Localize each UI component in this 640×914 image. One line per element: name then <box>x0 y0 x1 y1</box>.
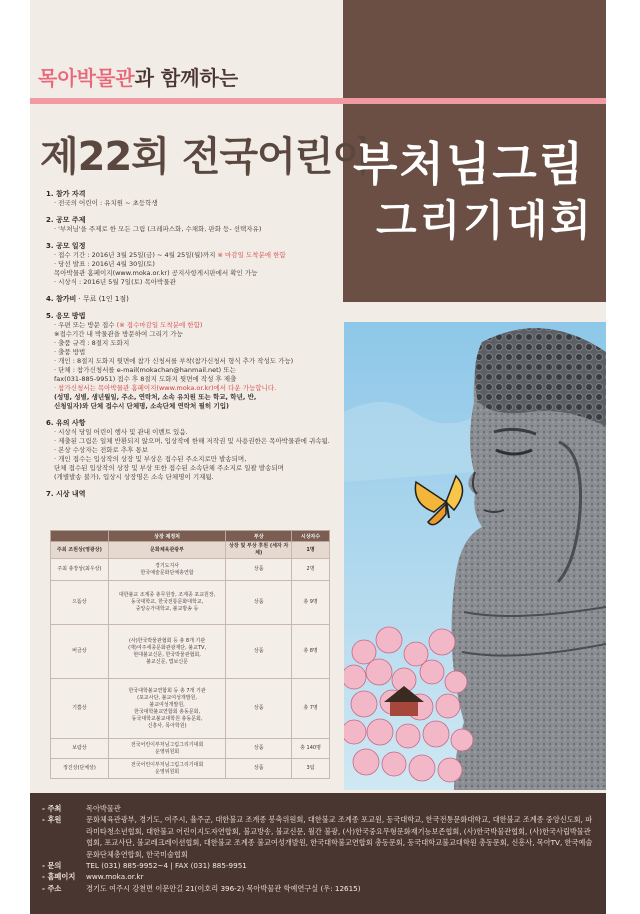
section-line: · '부처님'을 주제로 한 모든 그림 (크레파스화, 수채화, 판화 등- 선택자유) <box>54 225 262 233</box>
footer-row-homepage <box>42 871 596 882</box>
organizer-suffix: 과 함께하는 <box>134 66 239 90</box>
footer-row-host <box>42 803 596 814</box>
buddha-painting-illustration <box>344 322 606 790</box>
awards-table-wrap <box>50 530 330 779</box>
footer-value: www.moka.or.kr <box>86 872 144 882</box>
section-heading: 6. 유의 사항 <box>46 419 86 427</box>
required-fields-2: 신청일자)와 단체 접수시 단체명, 소속단체 연락처 필히 기입) <box>54 402 229 410</box>
table-cell: (사)한국박물관협회 등 총 8개 기관 (재)여주세종문화관광재단, 불교TV, 현대불교신문, 한국박물관협회, 불교신문, 법보신문 <box>108 625 226 679</box>
event-title-right-2: 그리기대회 <box>376 196 594 245</box>
section-line: · 당선 발표 : 2016년 4월 30일(토) <box>54 260 155 268</box>
table-header: 부상 <box>226 531 292 542</box>
table-cell: 상품 <box>226 759 292 779</box>
table-cell: 총 9명 <box>292 581 330 625</box>
section-heading: 2. 공모 주제 <box>46 216 86 224</box>
fee-heading: 4. 참가비 <box>46 295 77 303</box>
table-header: 상장 제정처 <box>108 531 226 542</box>
footer-value: 문화체육관광부, 경기도, 여주시, 율주군, 대한불교 조계종 봉축위원회, 대한불교 조계종 포교원, 동국대학교, 한국전통문화대학교, 대한불교 조계종 중앙신도회, 파라미타청소년협회, 대한불교 어린이지도자연합회, 불교방송, 불교신문, 월간 불광, (사)한국중요무형문화재기능보존협회, (사)한국박물관협회, (사)한국사립박물관협회, 포교사단, 불교레크레이션협회, 대한불교 조계종 불교여성개발원, 한국대학불교연합회 총동문회, 동국대학교불교대학원 총동문회, 신흥사, 목아TV, 한국예술문화단체총연합회, 한국미술협회 <box>86 815 593 859</box>
footer-value: 목아박물관 <box>86 804 121 813</box>
table-cell: 주최 총장상(최우상) <box>51 559 109 581</box>
table-cell: 상품 <box>226 625 292 679</box>
section-heading: 1. 참가 자격 <box>46 190 86 198</box>
section-line: 단체 접수된 입상작의 상장 및 부상 또한 접수된 소속단체 주소지로 일괄 발송되며 <box>54 464 284 472</box>
footer-row-address <box>42 883 596 894</box>
table-row <box>51 679 330 739</box>
table-cell: 전국어린이부처님그림그리기대회 운영위원회 <box>108 739 226 759</box>
section-line: · 시상식 : 2016년 5월 7일(토) 목아박물관 <box>54 278 176 286</box>
footer-value: 경기도 여주시 강천면 이문안길 21(이호리 396-2) 목아박물관 학예연구실 (우: 12615) <box>86 883 361 893</box>
table-row <box>51 625 330 679</box>
table-cell: 한국대학불교연합회 등 총 7개 기관 (포교사단, 불교여성개발원, 불교여성개발원, 한국대학불교연합회 총동문회, 동국대학교불교대학원 총동문회, 신흥사, 목아학원) <box>108 679 226 739</box>
download-note: · 참가신청서는 목아박물관 홈페이지(www.moka.or.kr)에서 다운 가능합니다. <box>54 384 277 392</box>
footer-info <box>30 793 606 914</box>
footer-key: - 주소 <box>42 883 62 893</box>
section-line: fax(031-885-9951) 접수 후 8절지 도화지 뒷면에 작성 후 제출 <box>54 375 237 383</box>
table-row <box>51 739 330 759</box>
table-cell: 버금상 <box>51 625 109 679</box>
organizer-line <box>38 62 238 91</box>
section-line: · 단체 : 참가신청서를 e-mail(mokachan@hanmail.net) 또는 <box>54 366 236 374</box>
table-cell: 총 8명 <box>292 625 330 679</box>
table-cell: 보람상 <box>51 739 109 759</box>
left-margin <box>0 0 30 914</box>
section-heading <box>46 295 346 304</box>
table-row <box>51 581 330 625</box>
table-cell: 으뜸상 <box>51 581 109 625</box>
section-line: ※접수기간 내 박물관을 방문하여 그리기 가능 <box>54 330 183 338</box>
guidelines <box>46 190 346 499</box>
section-line: · 개인 접수는 입상작의 상장 및 부상은 접수된 주소지로만 발송되며, <box>54 455 247 463</box>
method-text: · 우편 또는 방문 접수 <box>54 321 115 329</box>
table-cell: 상품 <box>226 559 292 581</box>
section-line: · 개인 : 8절지 도화지 뒷면에 참가 신청서를 부착(참가신청서 형식 추가 작성도 가능) <box>54 357 294 365</box>
table-header <box>51 531 109 542</box>
museum-name: 목아박물관 <box>38 66 135 90</box>
section-heading: 7. 시상 내역 <box>46 490 86 498</box>
footer-row-contact <box>42 860 596 871</box>
section-line: · 본상 수상자는 전화로 추후 통보 <box>54 446 149 454</box>
fee-value: · 무료 (1인 1점) <box>76 295 129 303</box>
table-row <box>51 759 330 779</box>
section-line: (개별발송 불가), 입상시 상장명은 소속 단체명이 기재됨. <box>54 473 214 481</box>
period-text: · 접수 기간 : 2016년 3월 25일(금) ~ 4월 25일(월)까지 <box>54 251 216 259</box>
deadline-note: ※ 마감일 도착분에 한함 <box>217 251 286 259</box>
right-margin <box>606 0 640 914</box>
table-cell: 상품 <box>226 679 292 739</box>
table-row <box>51 559 330 581</box>
table-cell: 문화체육관광부 <box>108 542 226 559</box>
table-cell: 3팀 <box>292 759 330 779</box>
footer-key: - 후원 <box>42 815 62 825</box>
table-cell: 전국어린이부처님그림그리기대회 운영위원회 <box>108 759 226 779</box>
event-title-left: 제22회 전국어린이 <box>40 134 371 180</box>
section-heading: 3. 공모 일정 <box>46 242 86 250</box>
accent-bar <box>30 98 606 104</box>
section-line: · 출품 방법 <box>54 348 86 356</box>
section-line: · 전국의 어린이 : 유치원 ~ 초등학생 <box>54 199 158 207</box>
footer-key: - 주최 <box>42 804 62 813</box>
table-cell: 총 140명 <box>292 739 330 759</box>
event-title-right-1: 부처님그림 <box>353 137 586 191</box>
table-cell: 총 7명 <box>292 679 330 739</box>
section-line: · 제출된 그림은 일체 반환되지 않으며, 입상작에 한해 저작권 및 사용권한은 목아박물관에 귀속됨. <box>54 437 330 445</box>
table-cell: 상품 <box>226 739 292 759</box>
section-line: · 시상식 당일 어린이 행사 및 관내 이벤트 있음. <box>54 428 188 436</box>
table-cell: 상장 및 부상 후원 (세자 자체) <box>226 542 292 559</box>
table-cell: 1명 <box>292 542 330 559</box>
section-line <box>46 321 346 330</box>
section-line: · 출품 규격 : 8절지 도화지 <box>54 339 130 347</box>
table-cell: 경기도지사 한국예술문화단체총연합 <box>108 559 226 581</box>
table-cell: 대한불교 조계종 총무원장, 조계종 포교원장, 동국대학교, 한국전통문화대학교, 중앙승가대학교, 불교방송 등 <box>108 581 226 625</box>
table-cell: 2명 <box>292 559 330 581</box>
required-fields-1: (성명, 성별, 생년월일, 주소, 연락처, 소속 유치원 또는 학교, 학년, 반, <box>54 393 257 401</box>
table-row <box>51 542 330 559</box>
table-cell: 상품 <box>226 581 292 625</box>
table-header-row <box>51 531 330 542</box>
method-note: (※ 접수마감일 도착분에 한함) <box>116 321 203 329</box>
section-line <box>46 251 346 260</box>
section-line: 목아박물관 홈페이지(www.moka.or.kr) 공지사항게시판에서 확인 가능 <box>54 269 258 277</box>
footer-key: - 홈페이지 <box>42 872 76 882</box>
footer-key: - 문의 <box>42 861 62 871</box>
table-cell: 주최 조원상(영광상) <box>51 542 109 559</box>
footer-row-sponsors <box>42 814 596 860</box>
footer-value: TEL (031) 885-9952~4 | FAX (031) 885-9951 <box>86 861 247 871</box>
awards-table <box>50 530 330 779</box>
table-header: 시상자수 <box>292 531 330 542</box>
table-cell: 기쁨상 <box>51 679 109 739</box>
table-cell: 정진상(단체상) <box>51 759 109 779</box>
section-heading: 5. 응모 방법 <box>46 312 86 320</box>
